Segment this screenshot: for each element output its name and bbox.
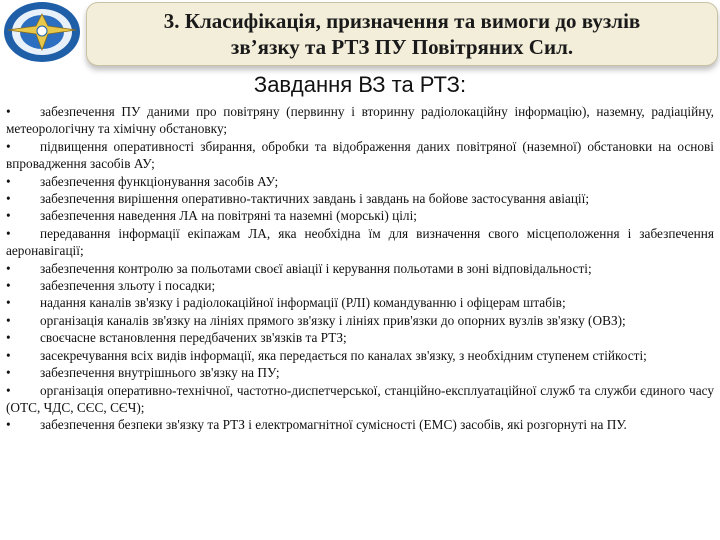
list-item-text: забезпечення функціонування засобів АУ; (40, 173, 279, 189)
bullet-marker: • (6, 417, 11, 433)
list-item-text: засекречування всіх видів інформації, яка передається по каналах зв'язку, з необхідним ступенем стійкості; (40, 347, 647, 363)
bullet-marker: • (6, 330, 11, 346)
list-item (6, 103, 714, 138)
list-item-text: забезпечення безпеки зв'язку та РТЗ і електромагнітної сумісності (ЕМС) засобів, які розгорнуті на ПУ. (40, 417, 627, 433)
bullet-marker: • (6, 173, 11, 189)
bullet-marker: • (6, 295, 11, 311)
list-item (6, 364, 714, 381)
list-item-text: організація оперативно-технічної, частотно-диспетчерської, станційно-експлуатаційної служб та служби єдиного часу (ОТС, ЧДС, СЄС, СЄЧ); (6, 382, 714, 415)
list-item-text: організація каналів зв'язку на лініях прямого зв'язку і лініях прив'язки до опорних вузлів зв'язку (ОВЗ); (40, 312, 626, 328)
slide-title-line-2: зв’язку та РТЗ ПУ Повітряних Сил. (230, 35, 574, 59)
air-force-emblem-icon (2, 0, 82, 64)
list-item-text: забезпечення контролю за польотами своєї авіації і керування польотами в зоні відповідальності; (40, 260, 592, 276)
list-item-text: своєчасне встановлення передбачених зв'язків та РТЗ; (40, 330, 347, 346)
list-item (6, 416, 714, 433)
list-item (6, 225, 714, 260)
bullet-marker: • (6, 347, 11, 363)
section-heading: Завдання ВЗ та РТЗ: (253, 72, 467, 97)
list-item-text: забезпечення зльоту і посадки; (40, 278, 216, 294)
list-item (6, 207, 714, 224)
bullet-marker: • (6, 138, 11, 154)
bullet-marker: • (6, 382, 11, 398)
list-item (6, 173, 714, 190)
list-item (6, 294, 714, 311)
list-item (6, 277, 714, 294)
list-item-text: забезпечення наведення ЛА на повітряні та наземні (морські) цілі; (40, 208, 417, 224)
list-item-text: підвищення оперативності збирання, обробки та відображення даних повітряної (наземної) обстановки на основі впровадження засобів АУ; (6, 138, 714, 172)
bullet-marker: • (6, 104, 11, 119)
list-item (6, 382, 714, 417)
bullet-marker: • (6, 191, 11, 207)
list-item (6, 190, 714, 207)
bullet-marker: • (6, 278, 11, 294)
list-item-text: надання каналів зв'язку і радіолокаційної інформації (РЛІ) командуванню і офіцерам штабів; (40, 295, 566, 311)
list-item (6, 138, 714, 173)
list-item (6, 347, 714, 364)
bullet-marker: • (6, 208, 11, 224)
list-item-text: передавання інформації екіпажам ЛА, яка необхідна їм для визначення свого місцеположення і забезпечення аеронавігації; (6, 225, 714, 259)
list-item-text: забезпечення вирішення оперативно-тактичних завдань і завдань на бойове застосування авіації; (40, 191, 590, 207)
list-item-text: забезпечення внутрішнього зв'язку на ПУ; (40, 365, 280, 381)
list-item-text: забезпечення ПУ даними про повітряну (первинну і вторинну радіолокаційну інформацію), наземну, радіаційну, метеорологічну та хімічну обстановку; (6, 104, 714, 137)
list-item (6, 260, 714, 277)
bullet-marker: • (6, 312, 11, 328)
bullet-marker: • (6, 260, 11, 276)
list-item (6, 312, 714, 329)
slide-title-line-1: 3. Класифікація, призначення та вимоги до вузлів (163, 9, 641, 33)
bullet-marker: • (6, 225, 11, 241)
task-list (6, 103, 714, 434)
slide-title-box (86, 2, 718, 66)
bullet-marker: • (6, 365, 11, 381)
list-item (6, 329, 714, 346)
